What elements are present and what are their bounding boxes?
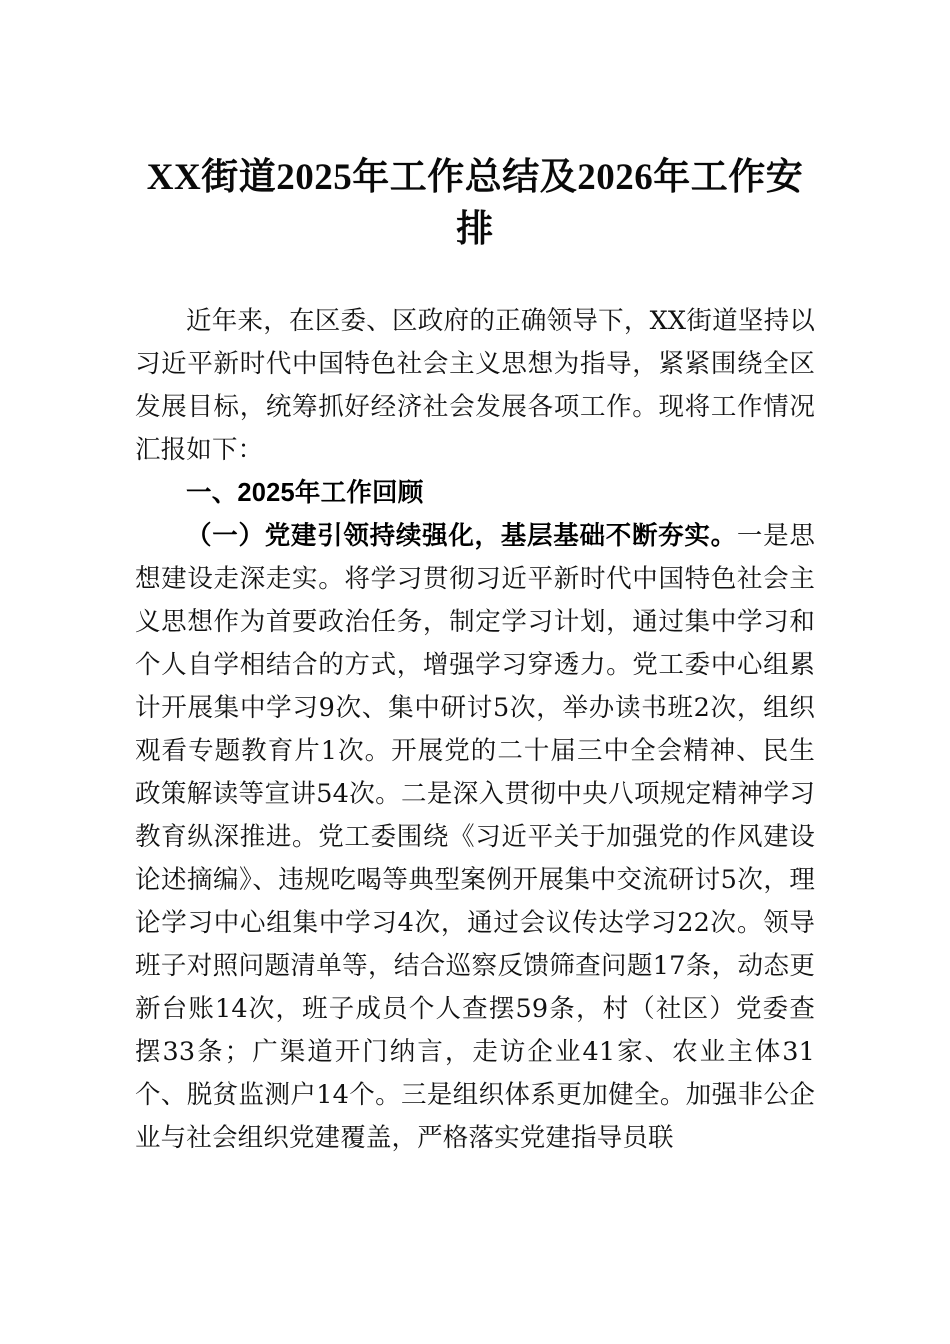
subsection-lead-in: （一）党建引领持续强化，基层基础不断夯实。 (186, 521, 737, 551)
subsection-paragraph-party-building (135, 515, 815, 1160)
subsection-body-text: 一是思想建设走深走实。将学习贯彻习近平新时代中国特色社会主义思想作为首要政治任务，制定学习计划，通过集中学习和个人自学相结合的方式，增强学习穿透力。党工委中心组累计开展集中学习9次、集中研讨5次，举办读书班2次，组织观看专题教育片1次。开展党的二十届三中全会精神、民生政策解读等宣讲54次。二是深入贯彻中央八项规定精神学习教育纵深推进。党工委围绕《习近平关于加强党的作风建设论述摘编》、违规吃喝等典型案例开展集中交流研讨5次，理论学习中心组集中学习4次，通过会议传达学习22次。领导班子对照问题清单等，结合巡察反馈筛查问题17条，动态更新台账14次，班子成员个人查摆59条，村（社区）党委查摆33条；广渠道开门纳言，走访企业41家、农业主体31个、脱贫监测户14个。三是组织体系更加健全。加强非公企业与社会组织党建覆盖，严格落实党建指导员联 (135, 521, 816, 1153)
opening-paragraph: 近年来，在区委、区政府的正确领导下，XX街道坚持以习近平新时代中国特色社会主义思想为指导，紧紧围绕全区发展目标，统筹抓好经济社会发展各项工作。现将工作情况汇报如下： (135, 306, 815, 465)
section-heading-2025-review: 一、2025年工作回顾 (186, 479, 424, 507)
page-title: XX街道2025年工作总结及2026年工作安排 (146, 157, 804, 250)
document-body (135, 256, 815, 1160)
